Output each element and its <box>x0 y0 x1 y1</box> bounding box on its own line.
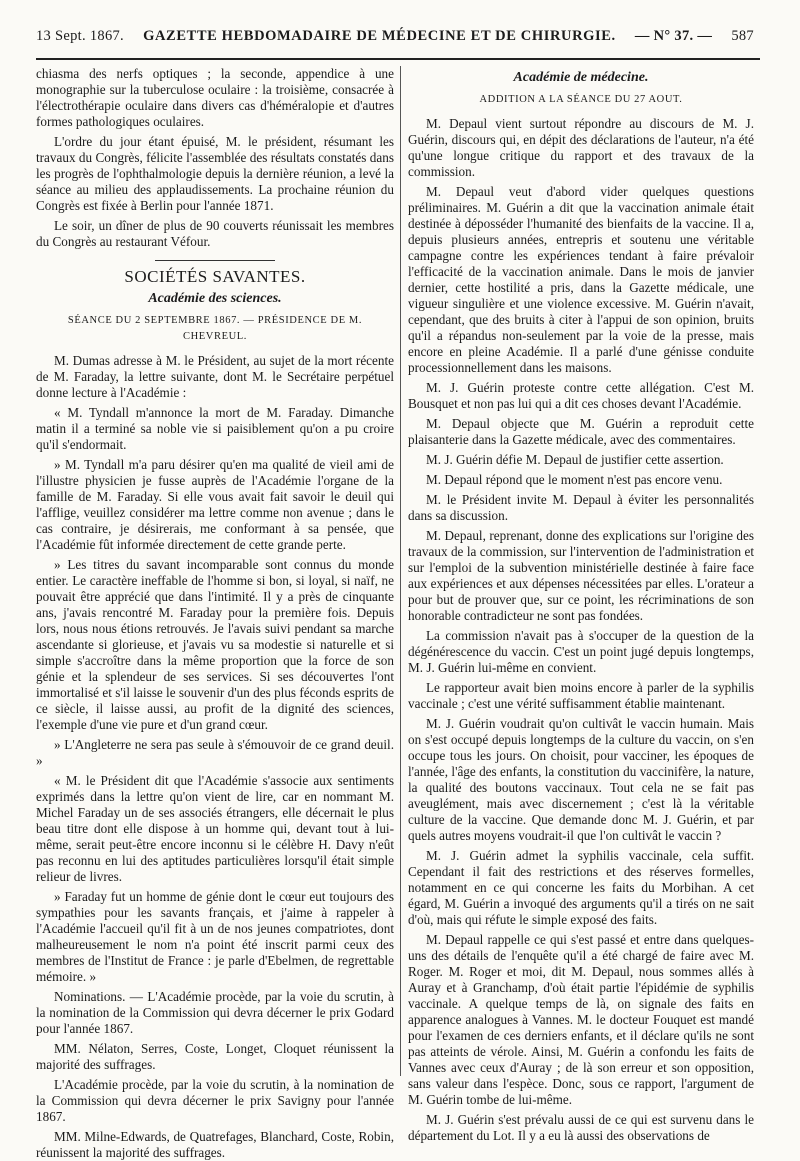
paragraph: MM. Milne-Edwards, de Quatrefages, Blanchard, Coste, Robin, réunissent la majorité des suffrages. <box>36 1129 394 1160</box>
paragraph: M. le Président invite M. Depaul à éviter les personnalités dans sa discussion. <box>408 492 754 523</box>
paragraph: M. J. Guérin admet la syphilis vaccinale, cela suffit. Cependant il fait des restrictions et des réserves formelles, notamment en ce qui concerne les faits du Morbihan. A cet égard, M. Guérin a invoqué des arguments qu'il a tirés on ne sait d'où, mais qui réfute le simple exposé des faits. <box>408 848 754 927</box>
issue-number: — N° 37. — <box>634 28 713 44</box>
paragraph: M. Depaul vient surtout répondre au discours de M. J. Guérin, discours qui, en dépit des déclarations de l'auteur, n'a été qu'une longue critique du rapport et des travaux de la commission. <box>408 116 754 179</box>
right-column <box>408 66 754 1143</box>
paragraph: M. Depaul objecte que M. Guérin a reproduit cette plaisanterie dans la Gazette médicale, avec des commentaires. <box>408 416 754 447</box>
paragraph: chiasma des nerfs optiques ; la seconde, appendice à une monographie sur la tuberculose oculaire : la troisième, consacrée à l'électrothérapie oculaire dans divers cas d'héméralopie et d'autres formes pathologiques oculaires. <box>36 66 394 129</box>
paragraph: » Les titres du savant incomparable sont connus du monde entier. Le caractère ineffable de l'homme si bon, si loyal, si naïf, ne pouvait être apprécié que dans l'intimité. Il y a près de cinquante ans, j'avais rencontré M. Faraday pour la première fois. Depuis lors, nous nous étions retrouvés. Je l'avais suivi pendant sa marche ascendante si glorieuse, et j'avais vu sa modestie si naturelle et si simple s'accroître dans la même proportion que la force de son génie et la splendeur de ses services. Si ses découvertes l'ont immortalisé et s'il laisse le souvenir d'un des plus féconds esprits de ce siècle, il laisse aussi, au profit de la dignité des sciences, l'exemple d'une vie pure et d'un grand cœur. <box>36 557 394 732</box>
paragraph: M. J. Guérin proteste contre cette allégation. C'est M. Bousquet et non pas lui qui a dit ces choses devant l'Académie. <box>408 380 754 411</box>
section-divider <box>155 260 275 261</box>
academy-heading: Académie de médecine. <box>513 70 649 85</box>
journal-title: GAZETTE HEBDOMADAIRE DE MÉDECINE ET DE CHIRURGIE. <box>143 28 616 44</box>
paragraph: M. Depaul répond que le moment n'est pas encore venu. <box>426 472 723 487</box>
paragraph: » Faraday fut un homme de génie dont le cœur eut toujours des sympathies pour les savants français, et j'aime à rappeler à l'Académie l'accueil qu'il fit à un de nos jeunes compatriotes, dont malheureusement le nom n'a point été inscrit parmi ceux des membres de l'Institut de France : je parle d'Ebelmen, de regrettable mémoire. » <box>36 889 394 984</box>
paragraph: M. Depaul veut d'abord vider quelques questions préliminaires. M. Guérin a dit que la vaccination animale était destinée à déposséder l'humanité des bienfaits de la vaccine. Il a, depuis plusieurs années, entrepris et soutenu une véritable campagne contre les expériences tendant à faire prévaloir l'efficacité de la vaccination animale. Dans le mois de janvier dernier, cette hostilité a pris, dans la Gazette médicale, une vigueur singulière et une violence excessive. M. Guérin n'avait, cependant, que des bruits à citer à l'appui de son opinion, bruits qu'il a répandus non-seulement par la voie de la presse, mais encore en pleine Académie. Il a parlé d'une génisse conduite processionnellement dans les maisons. <box>408 184 754 375</box>
paragraph: Nominations. — L'Académie procède, par la voie du scrutin, à la nomination de la Commission qui devra décerner le prix Godard pour l'année 1867. <box>36 989 394 1036</box>
paragraph: Le rapporteur avait bien moins encore à parler de la syphilis vaccinale ; c'est une vérité suffisamment établie maintenant. <box>408 680 754 711</box>
paragraph: M. J. Guérin voudrait qu'on cultivât le vaccin humain. Mais on s'est occupé depuis longtemps de la culture du vaccin, on s'en occupe tous les jours. On choisit, pour vacciner, les époques de l'année, l'âge des enfants, la constitution du vaccinifère, la nature, la qualité des boutons vaccinaux. Tout cela ne se fait pas aveuglément, mais avec discernement ; c'est là la véritable culture de la vaccine. Que demande donc M. J. Guérin, et par quels autres moyens voudrait-il que l'on cultivât le vaccin ? <box>408 716 754 843</box>
section-heading: SOCIÉTÉS SAVANTES. <box>124 267 306 286</box>
paragraph: M. Dumas adresse à M. le Président, au sujet de la mort récente de M. Faraday, la lettre suivante, dont M. le Secrétaire perpétuel donne lecture à l'Académie : <box>36 353 394 400</box>
column-rule <box>400 66 401 1076</box>
page-number: 587 <box>731 28 754 44</box>
paragraph: M. J. Guérin défie M. Depaul de justifier cette assertion. <box>426 452 724 467</box>
header-rule <box>36 58 760 60</box>
paragraph: La commission n'avait pas à s'occuper de la question de la dégénérescence du vaccin. C'est un point jugé depuis longtemps, M. J. Guérin lui-même en convient. <box>408 628 754 675</box>
paragraph: MM. Nélaton, Serres, Coste, Longet, Cloquet réunissent la majorité des suffrages. <box>36 1041 394 1072</box>
paragraph: M. J. Guérin s'est prévalu aussi de ce qui est survenu dans le département du Lot. Il y a eu là aussi des observations de <box>408 1112 754 1143</box>
session-line: SÉANCE DU 2 SEPTEMBRE 1867. — PRÉSIDENCE DE M. CHEVREUL. <box>67 315 363 342</box>
paragraph: Le soir, un dîner de plus de 90 couverts réunissait les membres du Congrès au restaurant Véfour. <box>36 218 394 249</box>
addendum-line: ADDITION A LA SÉANCE DU 27 AOUT. <box>479 94 683 105</box>
paragraph: « M. le Président dit que l'Académie s'associe aux sentiments exprimés dans la lettre qu'on vient de lire, car en nommant M. Michel Faraday un de ses associés étrangers, elle décernait le plus beau titre dont elle dispose à un homme qui, devant tout à lui-même, serait peut-être encore inconnu si le célèbre H. Davy n'eût pas reconnu en lui des aptitudes particulières lorsqu'il était simple relieur de livres. <box>36 773 394 884</box>
running-head <box>36 28 754 50</box>
paragraph: » L'Angleterre ne sera pas seule à s'émouvoir de ce grand deuil. » <box>36 737 394 768</box>
left-column <box>36 66 394 1160</box>
paragraph: M. Depaul, reprenant, donne des explications sur l'origine des travaux de la commission, sur l'intervention de l'administration et sur l'emploi de la subvention ministérielle destinée à faire face aux expériences et aux dépenses nécessitées par elles. L'orateur a pour but de prouver que, sur ce point, les récriminations de son honorable contradicteur ne sont pas fondées. <box>408 528 754 623</box>
paragraph: « M. Tyndall m'annonce la mort de M. Faraday. Dimanche matin il a terminé sa noble vie si paisiblement qu'on a pu croire qu'il s'endormait. <box>36 405 394 452</box>
paragraph: » M. Tyndall m'a paru désirer qu'en ma qualité de vieil ami de l'illustre physicien je fusse auprès de l'Académie l'organe de la famille de M. Faraday. Si elle vous avait fait savoir le deuil qui l'afflige, veuillez considérer ma lettre comme non avenue ; dans le cas contraire, je désirerais, me conformant à sa pensée, que l'Académie fût informée directement de cette grande perte. <box>36 457 394 552</box>
paragraph: L'ordre du jour étant épuisé, M. le président, résumant les travaux du Congrès, félicite l'assemblée des résultats constatés dans les progrès de l'ophthalmologie depuis la dernière réunion, a levé la séance au milieu des applaudissements. La prochaine réunion du Congrès est fixée à Berlin pour l'année 1871. <box>36 134 394 213</box>
issue-date: 13 Sept. 1867. <box>36 28 124 44</box>
paragraph: L'Académie procède, par la voie du scrutin, à la nomination de la Commission qui devra décerner le prix Savigny pour l'année 1867. <box>36 1077 394 1124</box>
paragraph: M. Depaul rappelle ce qui s'est passé et entre dans quelques-uns des détails de l'enquête qu'il a été chargé de faire avec M. Roger. M. Roger et moi, dit M. Depaul, nous sommes allés à Auray et à Granchamp, d'où était partie l'épidémie de syphilis vaccinale. A quelque temps de là, on signale des faits en apparence analogues à Vannes. M. le docteur Fouquet est mandé pour l'examen de ces derniers enfants, et il déclare qu'ils ne sont pas atteints de vérole. Ainsi, M. Guérin a confondu les faits de Vannes avec ceux d'Auray ; de là son erreur et son opposition, sans valeur dans l'espèce. Donc, sous ce rapport, l'argument de M. Guérin tombe de lui-même. <box>408 932 754 1107</box>
academy-heading: Académie des sciences. <box>148 291 282 306</box>
